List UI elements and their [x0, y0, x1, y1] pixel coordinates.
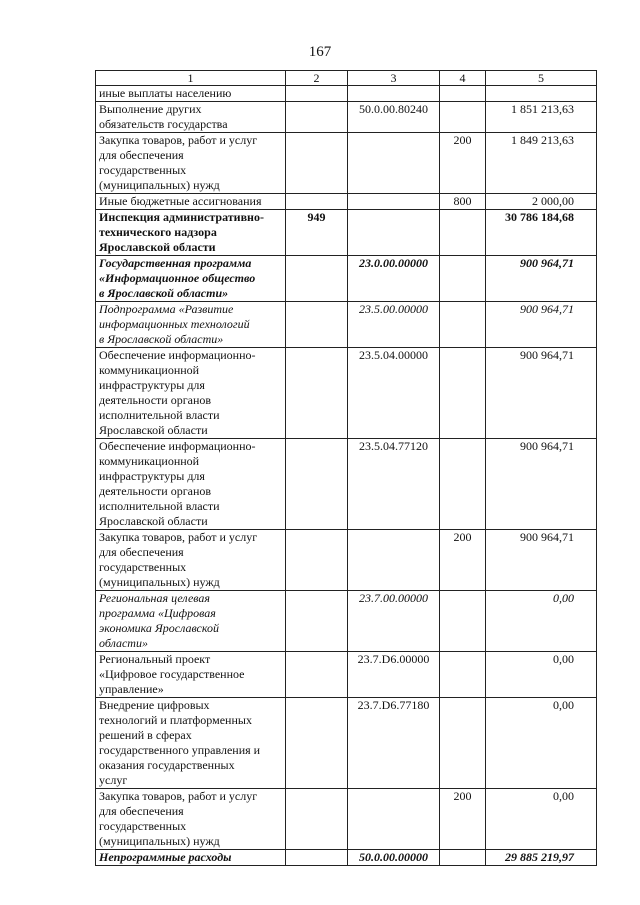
- grbs-code-cell: [286, 256, 348, 302]
- grbs-code-cell: [286, 439, 348, 530]
- column-number: 5: [486, 71, 597, 86]
- expense-type-code-cell: [440, 439, 486, 530]
- item-name-cell: Государственная программа «Информационное общество в Ярославской области»: [96, 256, 286, 302]
- grbs-code-cell: [286, 86, 348, 102]
- target-article-code-cell: 50.0.00.00000: [348, 850, 440, 866]
- table-row: [96, 439, 597, 530]
- item-name-cell: иные выплаты населению: [96, 86, 286, 102]
- table-row: [96, 86, 597, 102]
- table-row: [96, 194, 597, 210]
- expense-type-code-cell: [440, 256, 486, 302]
- grbs-code-cell: [286, 530, 348, 591]
- grbs-code-cell: [286, 850, 348, 866]
- item-name-cell: Внедрение цифровых технологий и платформенных решений в сферах государственного управления и оказания государственных услуг: [96, 698, 286, 789]
- expense-type-code-cell: [440, 348, 486, 439]
- table-row: [96, 591, 597, 652]
- amount-cell: 900 964,71: [486, 530, 597, 591]
- expense-type-code-cell: 200: [440, 530, 486, 591]
- grbs-code-cell: [286, 133, 348, 194]
- target-article-code-cell: [348, 194, 440, 210]
- expense-type-code-cell: [440, 698, 486, 789]
- target-article-code-cell: 23.7.D6.77180: [348, 698, 440, 789]
- grbs-code-cell: [286, 348, 348, 439]
- target-article-code-cell: 50.0.00.80240: [348, 102, 440, 133]
- budget-table: [95, 70, 597, 866]
- grbs-code-cell: [286, 698, 348, 789]
- table-row: [96, 210, 597, 256]
- item-name-cell: Подпрограмма «Развитие информационных технологий в Ярославской области»: [96, 302, 286, 348]
- target-article-code-cell: [348, 133, 440, 194]
- expense-type-code-cell: [440, 652, 486, 698]
- table-row: [96, 850, 597, 866]
- item-name-cell: Инспекция административно- технического надзора Ярославской области: [96, 210, 286, 256]
- table-row: [96, 256, 597, 302]
- item-name-cell: Непрограммные расходы: [96, 850, 286, 866]
- amount-cell: 900 964,71: [486, 348, 597, 439]
- amount-cell: 2 000,00: [486, 194, 597, 210]
- target-article-code-cell: 23.7.00.00000: [348, 591, 440, 652]
- item-name-cell: Региональный проект «Цифровое государственное управление»: [96, 652, 286, 698]
- target-article-code-cell: [348, 789, 440, 850]
- table-row: [96, 652, 597, 698]
- target-article-code-cell: 23.7.D6.00000: [348, 652, 440, 698]
- amount-cell: 0,00: [486, 789, 597, 850]
- table-row: [96, 102, 597, 133]
- item-name-cell: Обеспечение информационно- коммуникационной инфраструктуры для деятельности органов исполнительной власти Ярославской области: [96, 439, 286, 530]
- item-name-cell: Выполнение других обязательств государства: [96, 102, 286, 133]
- grbs-code-cell: 949: [286, 210, 348, 256]
- expense-type-code-cell: 800: [440, 194, 486, 210]
- target-article-code-cell: [348, 530, 440, 591]
- expense-type-code-cell: 200: [440, 789, 486, 850]
- column-number: 2: [286, 71, 348, 86]
- page-number: 167: [308, 44, 332, 60]
- expense-type-code-cell: [440, 591, 486, 652]
- target-article-code-cell: [348, 86, 440, 102]
- amount-cell: 0,00: [486, 652, 597, 698]
- item-name-cell: Закупка товаров, работ и услуг для обеспечения государственных (муниципальных) нужд: [96, 530, 286, 591]
- target-article-code-cell: 23.5.04.77120: [348, 439, 440, 530]
- target-article-code-cell: 23.5.04.00000: [348, 348, 440, 439]
- column-number-row: [96, 71, 597, 86]
- target-article-code-cell: [348, 210, 440, 256]
- amount-cell: 1 851 213,63: [486, 102, 597, 133]
- grbs-code-cell: [286, 194, 348, 210]
- column-number: 4: [440, 71, 486, 86]
- grbs-code-cell: [286, 102, 348, 133]
- table-row: [96, 302, 597, 348]
- table-row: [96, 698, 597, 789]
- target-article-code-cell: 23.5.00.00000: [348, 302, 440, 348]
- table-row: [96, 348, 597, 439]
- amount-cell: 30 786 184,68: [486, 210, 597, 256]
- item-name-cell: Иные бюджетные ассигнования: [96, 194, 286, 210]
- table-row: [96, 789, 597, 850]
- amount-cell: 900 964,71: [486, 439, 597, 530]
- amount-cell: 900 964,71: [486, 256, 597, 302]
- expense-type-code-cell: [440, 850, 486, 866]
- item-name-cell: Закупка товаров, работ и услуг для обеспечения государственных (муниципальных) нужд: [96, 133, 286, 194]
- amount-cell: 29 885 219,97: [486, 850, 597, 866]
- grbs-code-cell: [286, 302, 348, 348]
- grbs-code-cell: [286, 591, 348, 652]
- item-name-cell: Региональная целевая программа «Цифровая экономика Ярославской области»: [96, 591, 286, 652]
- column-number: 3: [348, 71, 440, 86]
- expense-type-code-cell: [440, 302, 486, 348]
- amount-cell: 0,00: [486, 698, 597, 789]
- amount-cell: [486, 86, 597, 102]
- table-row: [96, 530, 597, 591]
- expense-type-code-cell: [440, 210, 486, 256]
- target-article-code-cell: 23.0.00.00000: [348, 256, 440, 302]
- amount-cell: 0,00: [486, 591, 597, 652]
- budget-table-body: [96, 71, 597, 866]
- grbs-code-cell: [286, 789, 348, 850]
- column-number: 1: [96, 71, 286, 86]
- expense-type-code-cell: 200: [440, 133, 486, 194]
- amount-cell: 1 849 213,63: [486, 133, 597, 194]
- item-name-cell: Обеспечение информационно- коммуникационной инфраструктуры для деятельности органов исполнительной власти Ярославской области: [96, 348, 286, 439]
- item-name-cell: Закупка товаров, работ и услуг для обеспечения государственных (муниципальных) нужд: [96, 789, 286, 850]
- grbs-code-cell: [286, 652, 348, 698]
- table-row: [96, 133, 597, 194]
- expense-type-code-cell: [440, 102, 486, 133]
- expense-type-code-cell: [440, 86, 486, 102]
- amount-cell: 900 964,71: [486, 302, 597, 348]
